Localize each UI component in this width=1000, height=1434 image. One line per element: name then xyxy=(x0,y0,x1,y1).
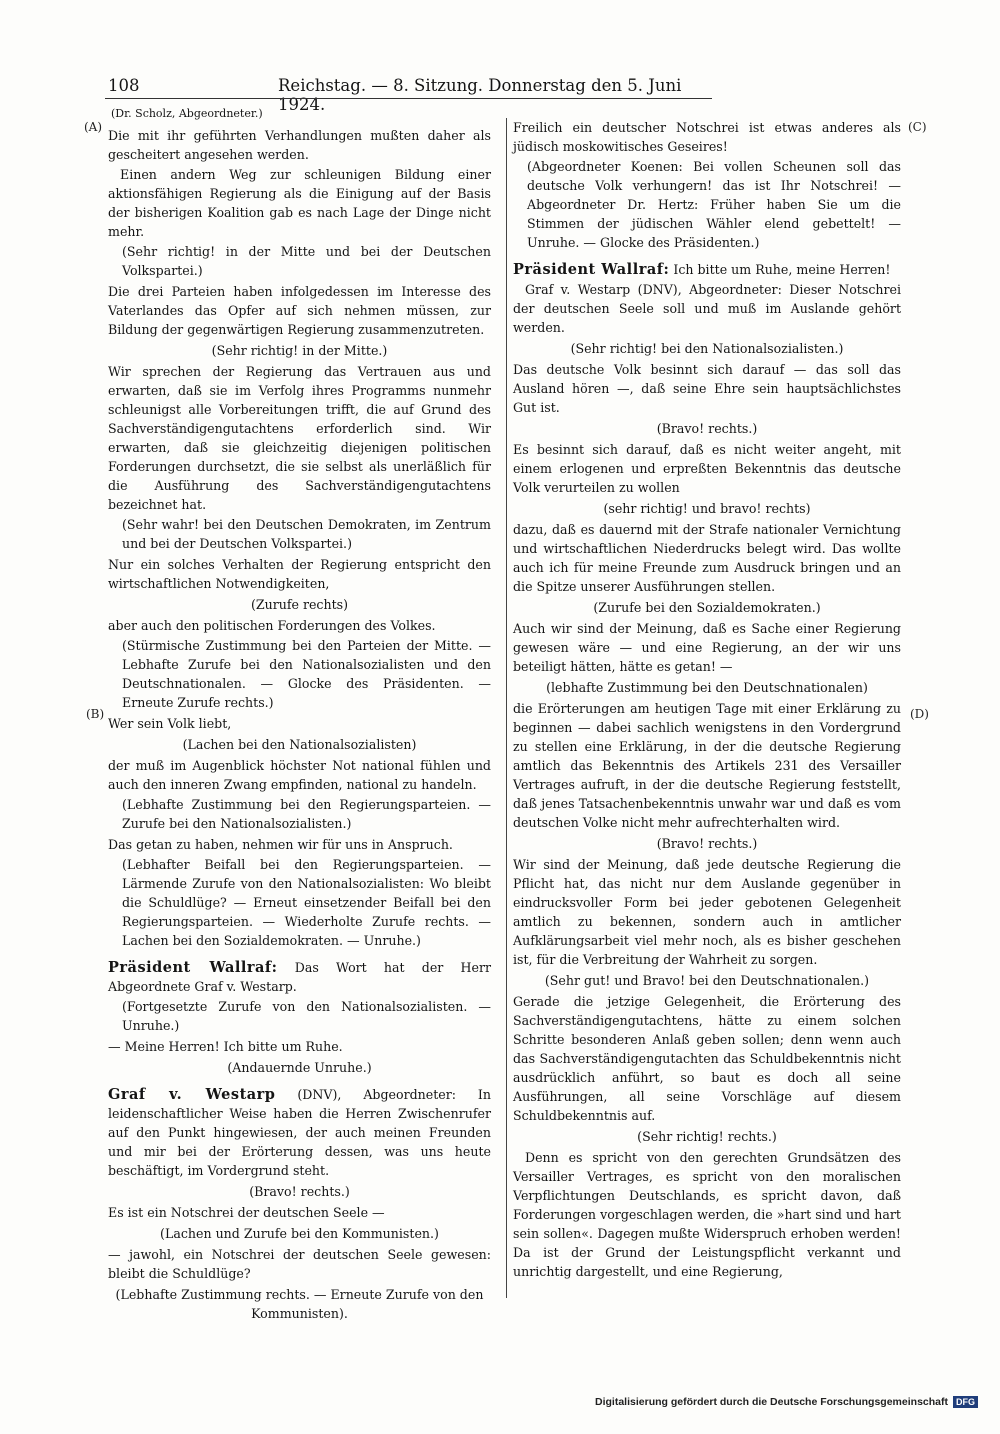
header-rule xyxy=(105,98,712,99)
margin-mark-c: (C) xyxy=(908,120,927,134)
speaker-paragraph xyxy=(108,1085,491,1180)
interjection: (Lachen bei den Nationalsozialisten) xyxy=(182,737,417,752)
paragraph: Die drei Parteien haben infolgedessen im Interesse des Vaterlandes das Opfer auf sich nehmen müssen, zur Bildung der gegenwärtigen Regierung zusammenzutreten. xyxy=(108,284,491,337)
interjection: (Bravo! rechts.) xyxy=(656,836,758,851)
interjection-block: (Stürmische Zustimmung bei den Parteien der Mitte. — Lebhafte Zurufe bei den Nationalsozialisten und den Deutschnationalen. — Glocke des Präsidenten. — Erneute Zurufe rechts.) xyxy=(122,638,491,710)
interjection: (Andauernde Unruhe.) xyxy=(227,1060,372,1075)
paragraph: Einen andern Weg zur schleunigen Bildung einer aktionsfähigen Regierung als die Einigung auf der Basis der bisherigen Koalition gab es nach Lage der Dinge nicht mehr. xyxy=(108,167,491,239)
interjection: (Sehr richtig! rechts.) xyxy=(637,1129,777,1144)
speaker-name: Präsident Wallraf: xyxy=(513,261,670,278)
interjection-block: (Fortgesetzte Zurufe von den Nationalsozialisten. — Unruhe.) xyxy=(122,999,491,1033)
paragraph: Denn es spricht von den gerechten Grundsätzen des Versailler Vertrages, es spricht von den moralischen Verpflichtungen Deutschlands, es spricht davon, daß Forderungen vorgeschlagen werden, die »hart sind und hart sein sollen«. Dagegen mußte Widerspruch erhoben werden! Da ist der Grund der Leistungspflicht verkannt und unrichtig dargestellt, und eine Regierung, xyxy=(513,1150,901,1279)
paragraph: — Meine Herren! Ich bitte um Ruhe. xyxy=(108,1039,343,1054)
paragraph: Wir sind der Meinung, daß jede deutsche Regierung die Pflicht hat, das nicht nur dem Auslande gegenüber in eindrucksvoller Form bei jeder gebotenen Gelegenheit amtlich zu bekennen, sondern auch in amtlicher Aufklärungsarbeit viel mehr noch, als es bisher geschehen ist, für die Verbreitung der Wahrheit zu sorgen. xyxy=(513,857,901,967)
interjection: (Zurufe rechts) xyxy=(250,597,349,612)
margin-mark-a: (A) xyxy=(84,120,103,134)
dfg-logo: DFG xyxy=(953,1396,978,1408)
interjection: (Zurufe bei den Sozialdemokraten.) xyxy=(593,600,821,615)
margin-mark-b: (B) xyxy=(86,707,105,721)
interjection-block: (Lebhafte Zustimmung bei den Regierungsparteien. — Zurufe bei den Nationalsozialisten.) xyxy=(122,797,491,831)
footer xyxy=(595,1396,978,1408)
interjection: (Bravo! rechts.) xyxy=(656,421,758,436)
interjection: (sehr richtig! und bravo! rechts) xyxy=(603,501,811,516)
interjection-block: (Abgeordneter Koenen: Bei vollen Scheunen soll das deutsche Volk verhungern! das ist Ihr Notschrei! — Abgeordneter Dr. Hertz: Früher haben Sie um die Stimmen der jüdischen Wähler elend gebettelt! — Unruhe. — Glocke des Präsidenten.) xyxy=(527,159,901,250)
paragraph: Wer sein Volk liebt, xyxy=(108,716,232,731)
interjection: (Sehr richtig! bei den Nationalsozialisten.) xyxy=(570,341,844,356)
paragraph: Gerade die jetzige Gelegenheit, die Erörterung des Sachverständigengutachtens, hätte zu einem solchen Schritte besonderen Anlaß geben sollen; denn wenn auch das Sachverständigengutachten das Schuldbekenntnis nicht ausdrücklich anführt, so baut es doch all seine Ausführungen, all seine Vorschläge auf diesem Schuldbekenntnis auf. xyxy=(513,994,901,1123)
speaker-name: Graf v. Westarp xyxy=(108,1086,276,1103)
paragraph: Auch wir sind der Meinung, daß es Sache einer Regierung gewesen wäre — und eine Regierung, an der wir uns beteiligt hätten, hätte es getan! — xyxy=(513,621,901,674)
interjection: (Sehr richtig! in der Mitte.) xyxy=(211,343,388,358)
right-column xyxy=(513,118,901,1282)
running-title: Reichstag. — 8. Sitzung. Donnerstag den 5. Juni 1924. xyxy=(278,76,682,114)
interjection: (Lachen und Zurufe bei den Kommunisten.) xyxy=(160,1226,439,1241)
paragraph: Das deutsche Volk besinnt sich darauf — das soll das Ausland hören —, daß seine Ehre sein hauptsächlichstes Gut ist. xyxy=(513,362,901,415)
speech-text: (DNV), Abgeordneter: In leidenschaftlicher Weise haben die Herren Zwischenrufer auf den Punkt hingewiesen, der auch meinen Freunden und mir bei der Erörterung dessen, was uns heute beschäftigt, im Vordergrund steht. xyxy=(108,1087,491,1178)
speaker-name: Präsident Wallraf: xyxy=(108,959,278,976)
paragraph: der muß im Augenblick höchster Not national fühlen und auch den inneren Zwang empfinden, national zu handeln. xyxy=(108,758,491,792)
speaker-paragraph xyxy=(108,958,491,996)
interjection: (Bravo! rechts.) xyxy=(249,1184,350,1199)
interjection: (Lebhafte Zustimmung rechts. — Erneute Zurufe von den Kommunisten). xyxy=(115,1287,484,1321)
paragraph: Wir sprechen der Regierung das Vertrauen aus und erwarten, daß sie im Verfolg ihres Programms nunmehr schleunigst alle Vorbereitungen trifft, die auf Grund des Sachverständigengutachtens erforderlich sind. Wir erwarten, daß sie gleichzeitig diejenigen politischen Forderungen durchsetzt, die sie selbst als unerläßlich für die Ausführung des Sachverständigengutachtens bezeichnet hat. xyxy=(108,364,491,512)
interjection-block: (Sehr richtig! in der Mitte und bei der Deutschen Volkspartei.) xyxy=(122,244,491,278)
paragraph: aber auch den politischen Forderungen des Volkes. xyxy=(108,618,436,633)
interjection-block: (Sehr wahr! bei den Deutschen Demokraten, im Zentrum und bei der Deutschen Volkspartei.) xyxy=(122,517,491,551)
interjection-block: (Lebhafter Beifall bei den Regierungsparteien. — Lärmende Zurufe von den Nationalsozialisten: Wo bleibt die Schuldlüge? — Erneut einsetzender Beifall bei den Regierungsparteien. — Wiederholte Zurufe rechts. — Lachen bei den Sozialdemokraten. — Unruhe.) xyxy=(122,857,491,948)
paragraph: — jawohl, ein Notschrei der deutschen Seele gewesen: bleibt die Schuldlüge? xyxy=(108,1247,491,1281)
paragraph: Das getan zu haben, nehmen wir für uns in Anspruch. xyxy=(108,837,453,852)
footer-text: Digitalisierung gefördert durch die Deutsche Forschungsgemeinschaft xyxy=(595,1396,948,1408)
paragraph: Nur ein solches Verhalten der Regierung entspricht den wirtschaftlichen Notwendigkeiten, xyxy=(108,557,491,591)
speaker-continuation-label: (Dr. Scholz, Abgeordneter.) xyxy=(111,107,263,120)
speech-text: Ich bitte um Ruhe, meine Herren! xyxy=(673,262,891,277)
paragraph: Graf v. Westarp (DNV), Abgeordneter: Dieser Notschrei der deutschen Seele soll und muß im Auslande gehört werden. xyxy=(513,282,901,335)
speaker-paragraph xyxy=(513,260,901,279)
interjection: (Sehr gut! und Bravo! bei den Deutschnationalen.) xyxy=(544,973,870,988)
speech-text: Das Wort hat der Herr Abgeordnete Graf v. Westarp. xyxy=(108,960,491,994)
paragraph: dazu, daß es dauernd mit der Strafe nationaler Vernichtung und wirtschaftlichen Niederdrucks belegt wird. Das wollte auch ich für meine Freunde zum Ausdruck bringen und an die Spitze unserer Ausführungen stellen. xyxy=(513,522,901,594)
paragraph: Es besinnt sich darauf, daß es nicht weiter angeht, mit einem erlogenen und erpreßten Bekenntnis das deutsche Volk verurteilen zu wollen xyxy=(513,442,901,495)
margin-mark-d: (D) xyxy=(910,707,929,721)
paragraph: Die mit ihr geführten Verhandlungen mußten daher als gescheitert angesehen werden. xyxy=(108,128,491,162)
page-number: 108 xyxy=(108,76,140,95)
paragraph: Es ist ein Notschrei der deutschen Seele — xyxy=(108,1205,385,1220)
column-divider xyxy=(506,118,507,1298)
paragraph: die Erörterungen am heutigen Tage mit einer Erklärung zu beginnen — dabei sachlich wenigstens in den Vordergrund zu stellen eine Erklärung, in der die deutsche Regierung amtlich das Bekenntnis des Artikels 231 des Versailler Vertrages aufruft, in der die deutsche Regierung feststellt, daß jenes Tatsachenbekenntnis unwahr war und daß es vom deutschen Volke nicht mehr aufrechterhalten wird. xyxy=(513,701,901,830)
left-column xyxy=(108,104,491,1325)
paragraph: Freilich ein deutscher Notschrei ist etwas anderes als jüdisch moskowitisches Geseires! xyxy=(513,120,901,154)
interjection: (lebhafte Zustimmung bei den Deutschnationalen) xyxy=(546,680,868,695)
